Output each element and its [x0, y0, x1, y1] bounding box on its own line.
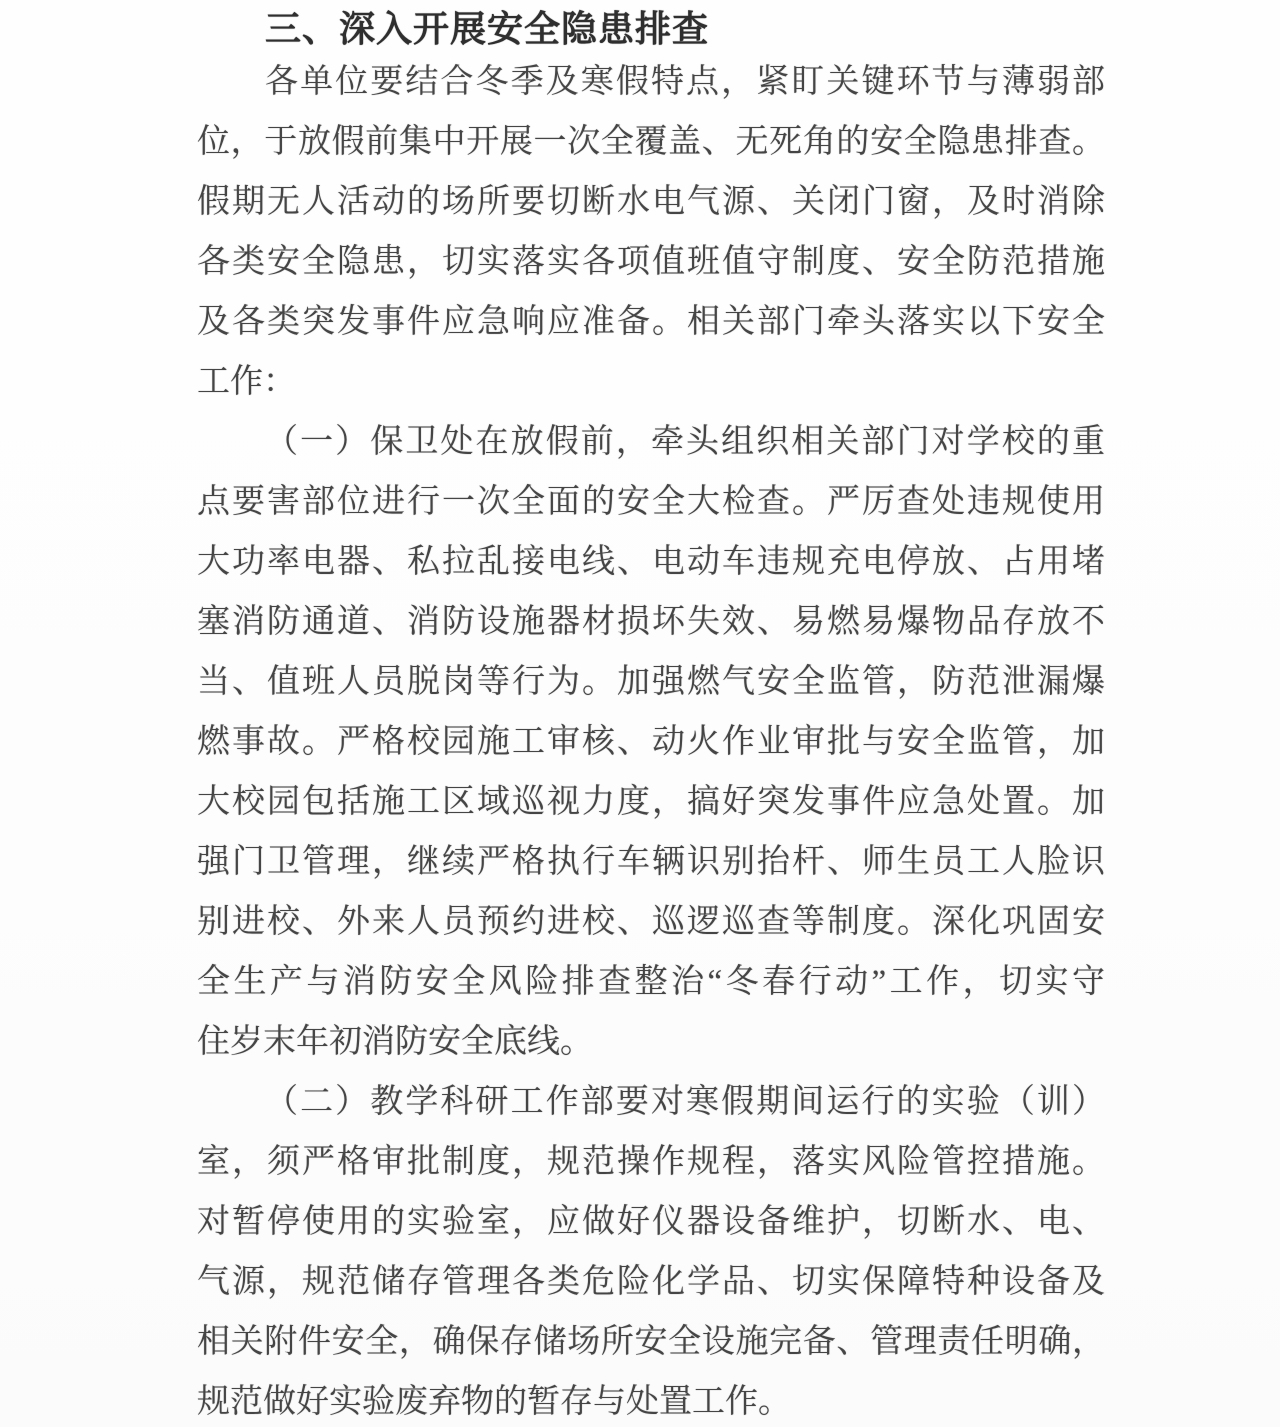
text-line: 点要害部位进行一次全面的安全大检查。严厉查处违规使用 — [197, 484, 1105, 520]
text-line: 当、值班人员脱岗等行为。加强燃气安全监管，防范泄漏爆 — [197, 664, 1105, 700]
text-line: 对暂停使用的实验室，应做好仪器设备维护，切断水、电、 — [197, 1204, 1105, 1240]
text-line: 位，于放假前集中开展一次全覆盖、无死角的安全隐患排查。 — [197, 124, 1105, 160]
document-body — [197, 6, 1105, 1427]
text-line-paragraph-start: （二）教学科研工作部要对寒假期间运行的实验（训） — [265, 1084, 1105, 1120]
text-line: 全生产与消防安全风险排查整治“冬春行动”工作，切实守 — [197, 964, 1105, 1000]
text-line: 大功率电器、私拉乱接电线、电动车违规充电停放、占用堵 — [197, 544, 1105, 580]
text-line: 塞消防通道、消防设施器材损坏失效、易燃易爆物品存放不 — [197, 604, 1105, 640]
text-line: 强门卫管理，继续严格执行车辆识别抬杆、师生员工人脸识 — [197, 844, 1105, 880]
text-line: 大校园包括施工区域巡视力度，搞好突发事件应急处置。加 — [197, 784, 1105, 820]
text-line-paragraph-end: 规范做好实验废弃物的暂存与处置工作。 — [197, 1384, 791, 1420]
text-line-paragraph-start: 各单位要结合冬季及寒假特点，紧盯关键环节与薄弱部 — [265, 64, 1105, 100]
section-heading: 三、深入开展安全隐患排查 — [265, 8, 710, 49]
text-line-paragraph-start: （一）保卫处在放假前，牵头组织相关部门对学校的重 — [265, 424, 1105, 460]
text-line: 各类安全隐患，切实落实各项值班值守制度、安全防范措施 — [197, 244, 1105, 280]
text-line: 室，须严格审批制度，规范操作规程，落实风险管控措施。 — [197, 1144, 1105, 1180]
text-line-paragraph-end: 工作： — [197, 364, 296, 400]
text-line: 气源，规范储存管理各类危险化学品、切实保障特种设备及 — [197, 1264, 1105, 1300]
text-line: 燃事故。严格校园施工审核、动火作业审批与安全监管，加 — [197, 724, 1105, 760]
text-line: 别进校、外来人员预约进校、巡逻巡查等制度。深化巩固安 — [197, 904, 1105, 940]
text-line: 相关附件安全，确保存储场所安全设施完备、管理责任明确， — [197, 1324, 1105, 1360]
text-line: 假期无人活动的场所要切断水电气源、关闭门窗，及时消除 — [197, 184, 1105, 220]
text-line: 及各类突发事件应急响应准备。相关部门牵头落实以下安全 — [197, 304, 1105, 340]
text-line-paragraph-end: 住岁末年初消防安全底线。 — [197, 1024, 593, 1060]
